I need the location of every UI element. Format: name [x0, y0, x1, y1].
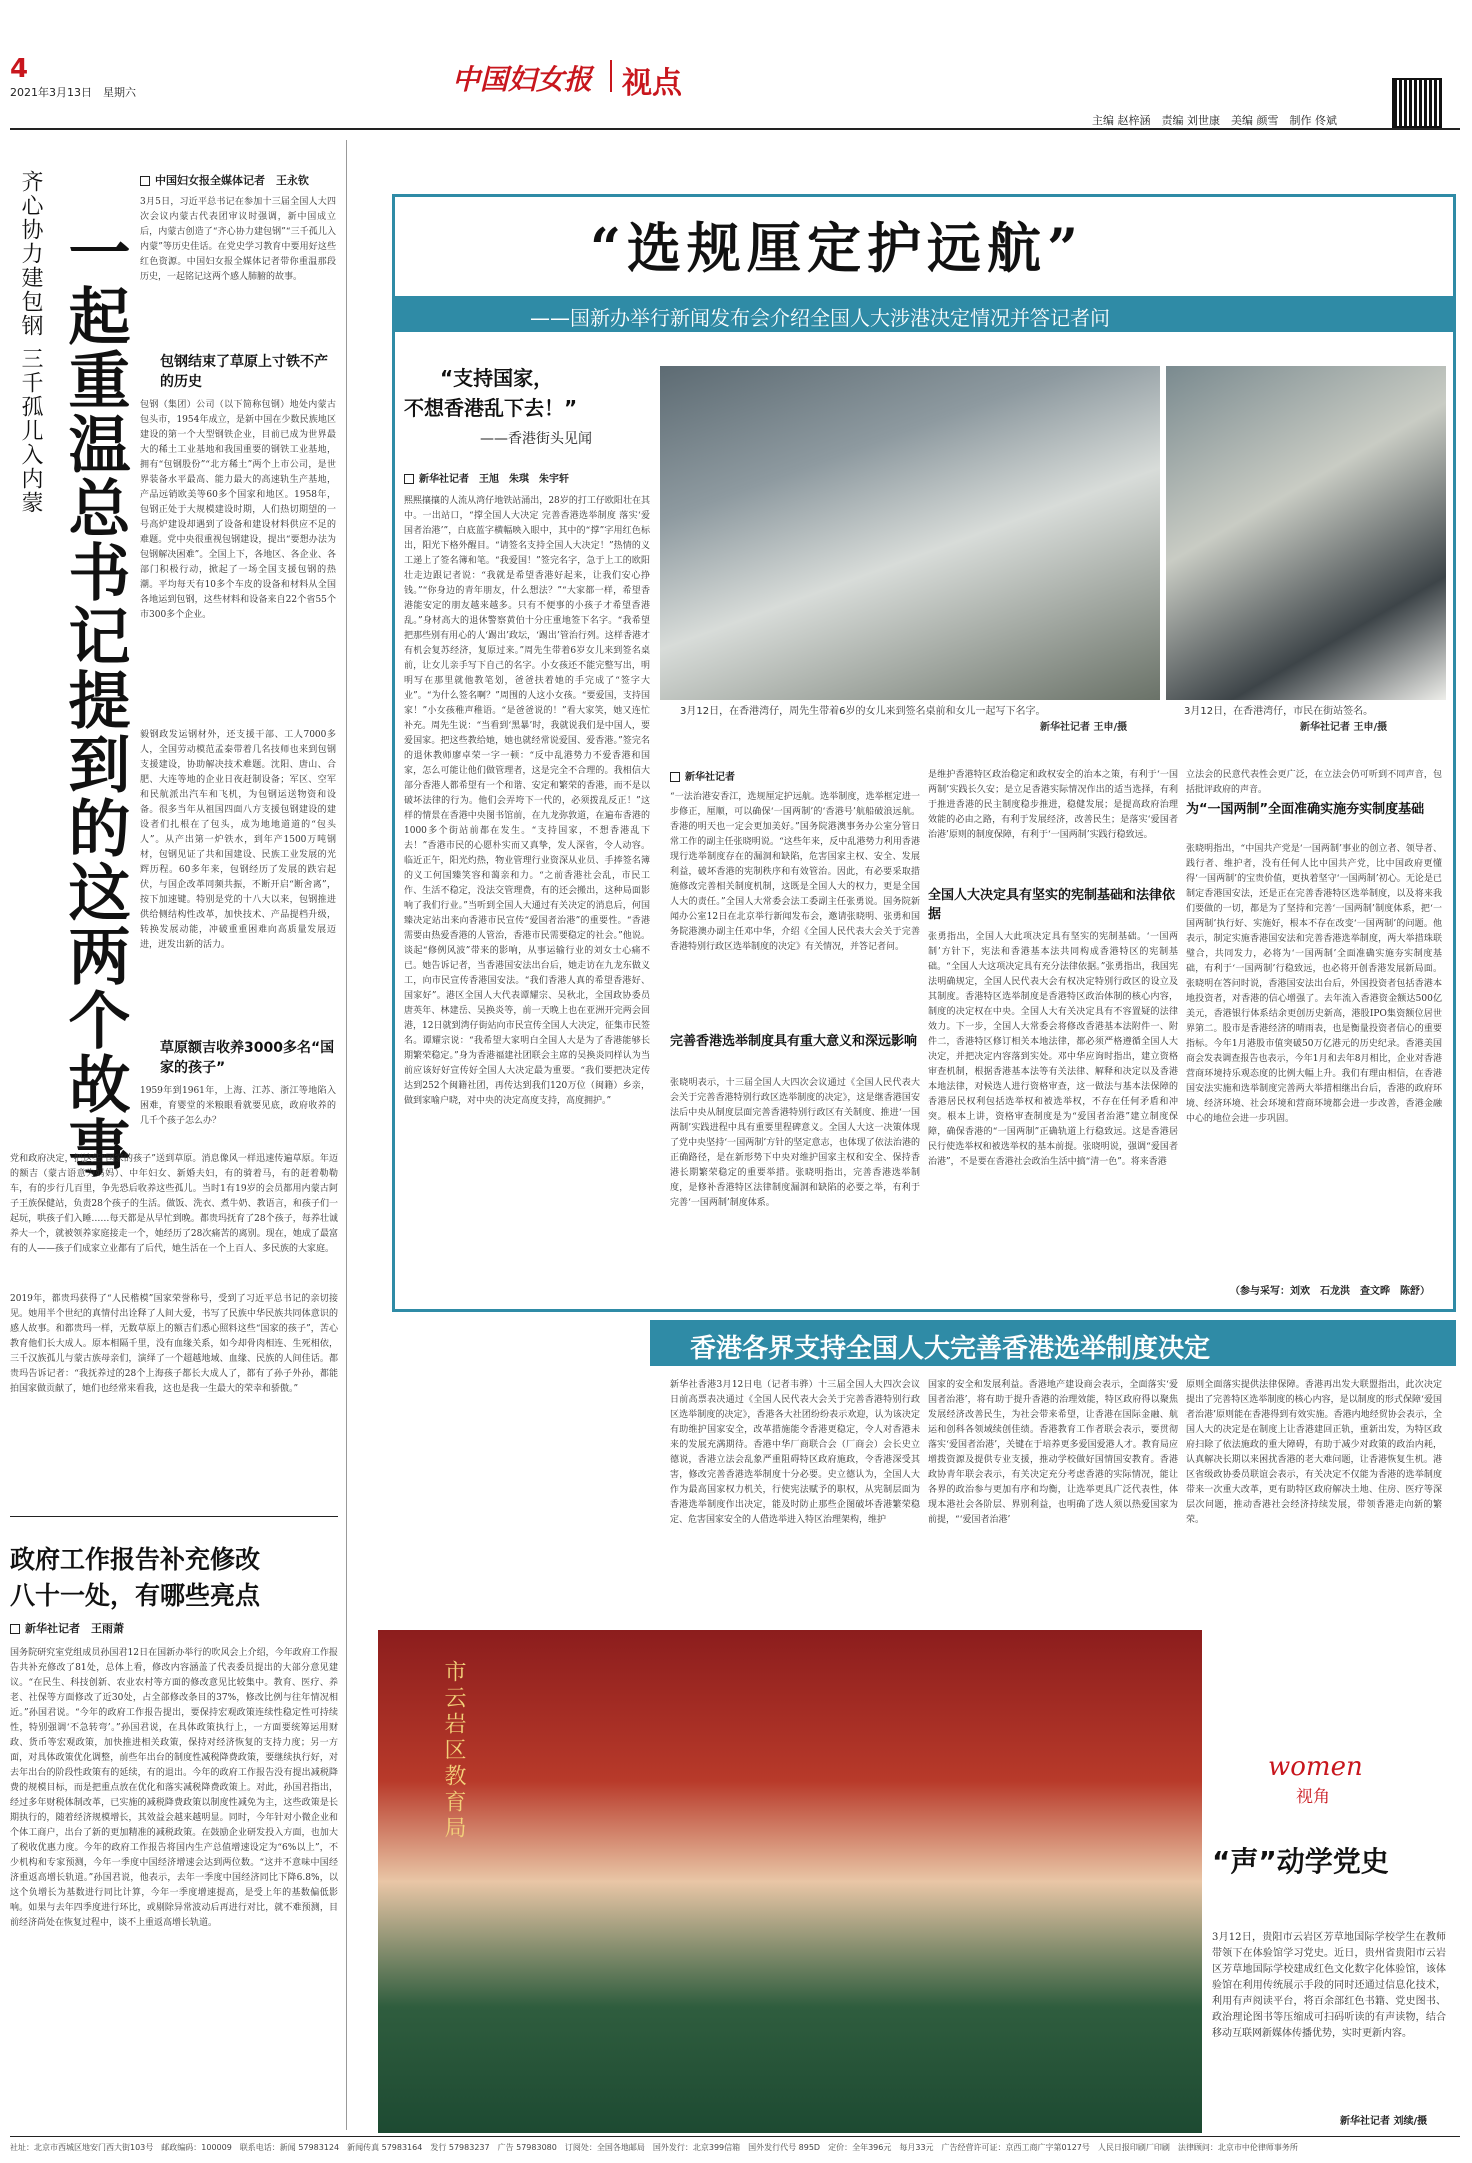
qr-code-icon[interactable]: [1392, 78, 1442, 128]
feature-subtitle: ——国新办举行新闻发布会介绍全国人大涉港决定情况并答记者问: [530, 306, 1110, 330]
footer-info: 社址：北京市西城区地安门西大街103号 邮政编码：100009 联系电话：新闻 57983124 新闻传真 57983164 发行 57983237 广告 57983080 订阅处：全国各地邮局 国外发行：北京399信箱 国外发行代号 895D 定价：全年396元 每月33元 广告经营许可证：京西工商广字第0127号 人民日报印刷厂印刷 法律顾问：北京市中伦律师事务所: [10, 2143, 1298, 2152]
story1-p4: 党和政府决定，把这些“国家的孩子”送到草原。消息像风一样迅速传遍草原。年迈的额吉（蒙古语意为妈妈）、中年妇女、新婚夫妇，有的骑着马，有的赶着勒勒车，有的步行几百里，争先恐后收养这些孤儿。当时1有19岁的会员都用内蒙古阿子王族保健站，负责28个孩子的生活。做饭、洗衣、煮牛奶、教语言，和孩子们一起玩，哄孩子们入睡……每天都是从早忙到晚。都贵玛抚育了28个孩子，每养壮诚养大一个，就被领养家庭接走一个，她经历了28次痛苦的离别。现在，她成了最富有的人——孩子们成家立业都有了后代，她生活在一个上百人、多民族的大家庭。: [10, 1154, 338, 1254]
kicker-vertical: 齐心协力建包钢 三千孤儿入内蒙: [18, 170, 43, 515]
band-col-2: 国家的安全和发展利益。香港地产建设商会表示，全面落实‘爱国者治港’，将有助于提升香港的治理效能，特区政府得以聚焦发展经济改善民生，为社会带来希望，让香港在国际金融、航运和创科各领域续创佳绩。香港教育工作者联会表示，要贯彻落实‘爱国者治港’，关键在于培养更多爱国爱港人才。教育局应增拨资源及提供专业支援，推动学校做好国情国安教育。香港政协青年联会表示，有关决定充分考虑香港的实际情况，能让各界的政治参与更加有序和均衡，让选举更具广泛代表性，体现本港社会各阶层、界别利益，也明确了选人须以热爱国家为前提，“‘爱国者治港’: [928, 1380, 1178, 1525]
story1-p5: 2019年，都贵玛获得了“人民楷模”国家荣誉称号，受到了习近平总书记的亲切接见。她用半个世纪的真情付出诠释了人间大爱，书写了民族中华民族共同体意识的感人故事。和都贵玛一样，无数草原上的额吉们悉心照料这些“国家的孩子”，苦心教育他们长大成人。原本相隔千里，没有血缘关系，如今却骨肉相连、生死相依，三千汉族孤儿与蒙古族母亲们，演绎了一个超越地域、血缘、民族的人间佳话。都贵玛告诉记者：“我抚养过的28个上海孩子都长大成人了，都有了孙子外孙，都能拍国家做贡献了，她们也经常来看我，这也是我一生最大的荣幸和骄傲。”: [10, 1294, 338, 1394]
col-a-subhead: 完善香港选举制度具有重大意义和深远影响: [670, 1034, 918, 1049]
sidebar-body: 熙熙攘攘的人流从湾仔地铁站涌出，28岁的打工仔欧阳壮在其中。一出站口，“撑全国人大决定 完善香港选举制度 落实‘爱国者治港’”，白底蓝字横幅映入眼中，其中的“撑”字用红色标出，阳光下格外醒目。“请签名支持全国人大决定！”热情的义工递上了签名簿和笔。“我爱国！”签完名字，急于上工的欧阳壮走边跟记者说：“我就是希望香港好起来，让我们安心挣钱。”“你身边的青年朋友，什么想法？”“大家都一样，希望香港能安定的朋友越来越多。只有不便事的小孩子才希望香港乱。”身材高大的退休警察黄伯十分庄重地签下名字。“我希望把那些别有用心的人‘踢出’政坛，‘踢出’管治行列。这样香港才有机会复苏经济，复原过来。”周先生带着6岁女儿来到签名桌前，让女儿亲手写下自己的名字。小女孩还不能完整写出，明明写在那里就他教笔划，爸爸扶着她的手完成了“签字大业”。“为什么签名啊？”周围的人这小女孩。“要爱国，支持国家！”小女孩稚声稚语。“是爸爸说的！”看大家笑，她又连忙补充。周先生说：“当看到‘黑暴’时，我就说我们是中国人，要爱国家。把这些教给她，她也就经常说爱国、爱香港。”签完名的退休教师廖卓荣一字一顿：“反中乱港势力不爱香港和国家，怎么可能让他们做管理者，这是完全不合理的。我相信大部分香港人都希望有一个和谐、安定和繁荣的香港，而不是以破坏法律的行为。他们会弄垮下一代的，必须拨乱反正！”这样的情景在香港中央图书馆前，在九龙弥敦道，在遍布香港的1000多个街站前都在发生。“支持国家，不想香港乱下去！”香港市民的心愿朴实而又真挚，发人深省，令人动容。临近正午，阳光灼热，物业管理行业资深从业员、手捧签名簿的义工何国臻笑容和蔼亲和力。“之前香港社会乱，市民工作、生活不稳定，没法交管理费，有的还会搬出，这种局面影响了我们行业。”当听到全国人大通过有关决定的消息后，何国臻决定站出来向香港市民宣传“爱国者治港”的重要性。“香港需要由热爱香港的人管治，香港市民需要稳定的社会。”他说。谈起“修例风波”带来的影响，从事运输行业的刘女士心痛不已。她告诉记者，当香港国安法出台后，她走访在九龙东做义工，向市民宣传香港国安法。“我们香港人真的希望香港好、国家好”。港区全国人大代表谭耀宗、吴秋北，全国政协委员唐英年、林建岳、吴换炎等，前一天晚上也在亚洲开完两会回港，12日就到湾仔街站向市民宣传全国人大决定，征集市民签名。谭耀宗说：“我希望大家明白全国人大是为了香港能够长期繁荣稳定。”身为香港福建社团联会主席的吴换炎同样认为当前应该好好宣传好全国人大决定最为重要。“我们要把决定传达到252个闽籍社团，再传达到我们120万位（闽籍）乡亲，做到家喻户晓，对中央的决定高度支持，高度拥护。”: [404, 496, 650, 1106]
story1-p1: 包钢（集团）公司（以下简称包钢）地处内蒙古包头市，1954年成立，是新中国在少数民族地区建设的第一个大型钢铁企业，目前已成为世界最大的稀土工业基地和我国重要的钢铁工业基地，拥有“包钢股份”“北方稀土”两个上市公司，是世界装备水平最高、能力最大的高速轨生产基地，产品远销欧美等60多个国家和地区。1958年，包钢正处于大规模建设时期，人们热切期望的一号高炉建设却遇到了设备和建设材料供应不足的难题。党中央很重视包钢建设，提出“要想办法为包钢解决困难”。全国上下，各地区、各企业、各部门积极行动，掀起了一场全国支援包钢的热潮。平均每天有10多个车皮的设备和材料从全国各地运到包钢，这些材料和设备来自22个省55个市300多个企业。: [140, 400, 336, 620]
col-b-subhead: 全国人大决定具有坚实的宪制基础和法律依据: [928, 888, 1176, 922]
women-logo-cn: 视角: [1296, 1787, 1330, 1807]
bottom-body: 3月12日，贵阳市云岩区芳草地国际学校学生在教师带领下在体验馆学习党史。近日，贵州省贵阳市云岩区芳草地国际学校建成红色文化数字化体验馆，该体验馆在利用传统展示手段的同时还通过信息化技术，利用有声阅读平台，将百余部红色书籍、党史图书、政治理论图书等压缩成可扫码听读的有声读物，结合移动互联网新媒体传播优势，实时更新内容。: [1212, 1932, 1446, 2039]
col-b-p1: 是维护香港特区政治稳定和政权安全的治本之策，有利于‘一国两制’实践长久安；是立足香港实际情况作出的适当选择，有利于推进香港的民主制度稳步推进，稳健发展；是提高政府治理效能的必由之路，有利于发展经济，改善民生；是落实‘爱国者治港’原则的制度保障，有利于‘一国两制’实践行稳致远。: [928, 770, 1178, 840]
story2-title-line1: 政府工作报告补充修改: [10, 1545, 261, 1574]
story1-sub1: 包钢结束了草原上寸铁不产的历史: [160, 354, 328, 390]
story1-p2: 毅钢政发运钢材外，还支援干部、工人7000多人，全国劳动模范孟泰带着几名技师也来到包钢支援建设，协助解决技术难题。沈阳、唐山、合肥、大连等地的企业日夜赶制设备；军区、空军和民航派出汽车和飞机，为包钢运送物资和设备。很多当年从祖国四面八方支援包钢建设的建设者们扎根在了包头，成为地地道道的“包头人”。从产出第一炉铁水，到年产1500万吨钢材，包钢见证了共和国建设、民族工业发展的光辉历程。60多年来，包钢经历了发展的跌宕起伏，与国企改革同频共振，不断开启“断舍离”，按下加速键。特别是党的十八大以来，包钢推进供给侧结构性改革，加快技术、产品提档升级，转换发展动能，冲破重重困难向高质量发展迈进，迸发出新的活力。: [140, 730, 336, 950]
photo2-caption: 3月12日，在香港湾仔，市民在街站签名。: [1184, 706, 1374, 717]
photo-hk-girl-signing: [660, 366, 1160, 700]
story2-body: 国务院研究室党组成员孙国君12日在国新办举行的吹风会上介绍，今年政府工作报告共补充修改了81处，总体上看，修改内容涵盖了代表委员提出的大部分意见建议。“在民生、科技创新、农业农村等方面的修改意见比较集中。教育、医疗、养老、社保等方面修改了近30处，占全部修改条目的37%，修改比例与往年情况相近。”孙国君说。“今年的政府工作报告提出，要保持宏观政策连续性稳定性可持续性，特别强调‘不急转弯’。”孙国君说，在具体政策执行上，一方面要统筹运用财政、货币等宏观政策，加快推进相关政策，保持对经济恢复的支持力度；另一方面，对具体政策优化调整，前些年出台的制度性减税降费政策，要继续执行好，对去年出台的阶段性政策有的延续，有的退出。今年的政府工作报告没有提出减税降费的规模目标，而是把重点放在优化和落实减税降费政策上。对此，孙国君指出，经过多年财税体制改革，已实施的减税降费政策以制度性减免为主，这些政策是长期执行的，随着经济规模增长，其效益会越来越明显。同时，今年针对小微企业和个体工商户，出台了新的更加精准的减税政策。在鼓励企业研发投入方面，也加大了税收优惠力度。今年的政府工作报告将国内生产总值增速设定为“6%以上”，不少机构和专家预测，今年一季度中国经济增速会达到两位数。“这并不意味中国经济重返高增长轨道。”孙国君说，他表示，去年一季度中国经济同比下降6.8%，以这个负增长为基数进行同比计算，今年一季度增速提高，是受上年的基数偏低影响。如果与去年四季度进行环比，或剔除异常波动后再进行对比，就不难预测，目前经济尚处在恢复过程中，谈不上重返高增长轨道。: [10, 1648, 338, 1928]
col-a-byline: 新华社记者: [670, 768, 735, 783]
col-b-p2: 张勇指出，全国人大此项决定具有坚实的宪制基础。‘一国两制’方针下，宪法和香港基本法共同构成香港特区的宪制基础。“全国人大这项决定具有充分法律依据。”张勇指出，我国宪法明确规定，全国人民代表大会有权决定特别行政区的设立及其制度。香港特区选举制度是香港特区政治体制的核心内容，制度的决定权在中央。全国人大有关决定具有不容置疑的法律效力。下一步，全国人大常委会将修改香港基本法附件一、附件二，香港特区修订相关本地法律，都必须严格遵循全国人大决定，并把决定内容落到实处。邓中华应询时指出，建立资格审查机制，根据香港基本法等有关法律、解释和决定以及香港本地法律，对候选人进行资格审查，这一做法与基本法保障的香港居民权利包括选举权和被选举权，不存在任何矛盾和冲突。根本上讲，资格审查制度是为“爱国者治港”建立制度保障，确保香港的“一国两制”正确轨道上行稳致远。这是香港居民行使选举权和被选举权的基本前提。张晓明说，强调“爱国者治港”，不是要在香港社会政治生活中搞“清一色”。将来香港: [928, 932, 1178, 1167]
story1-intro: 3月5日，习近平总书记在参加十三届全国人大四次会议内蒙古代表团审议时强调，新中国成立后，内蒙古创造了“齐心协力建包钢”“三千孤儿入内蒙”等历史佳话。在党史学习教育中要用好这些红色资源。中国妇女报全媒体记者带你重温那段历史，一起铭记这两个感人肺腑的故事。: [140, 197, 336, 282]
col-c-subhead: 为“一国两制”全面准确实施夯实制度基础: [1186, 802, 1425, 817]
sidebar-quote-1: “支持国家，: [440, 366, 554, 390]
story2-title-line2: 八十一处，有哪些亮点: [10, 1581, 261, 1610]
sidebar-byline: 新华社记者 王旭 朱琪 朱宇轩: [404, 470, 569, 485]
photo2-credit: 新华社记者 王申/摄: [1300, 722, 1388, 733]
col-a-p1: “一法治港安香江，选规厘定护远航。选举制度，选举框定进一步修正，厘顺，可以确保‘一国两制’的‘香港号’航船破浪远航。香港的明天也一定会更加美好。”国务院港澳事务办公室分管日常工作的副主任张晓明说。“这些年来，反中乱港势力利用香港现行选举制度存在的漏洞和缺陷，危害国家主权、安全、发展利益，破坏香港的宪制秩序和有效管治。因此，有必要采取措施修改完善相关制度机制，这既是全国人大的权力，更是全国人大的责任。”全国人大常委会法工委副主任张勇说。国务院新闻办公室12日在北京举行新闻发布会，邀请张晓明、张勇和国务院港澳办副主任邓中华，介绍《全国人民代表大会关于完善香港特别行政区选举制度的决定》有关情况，并答记者问。: [670, 792, 920, 952]
issue-date: 2021年3月13日 星期六: [10, 86, 136, 99]
headline-vertical: 一起重温总书记提到的这两个故事: [58, 220, 131, 1180]
band-headline: 香港各界支持全国人大完善香港选举制度决定: [690, 1334, 1211, 1364]
col-a-p2: 张晓明表示，十三届全国人大四次会议通过《全国人民代表大会关于完善香港特别行政区选举制度的决定》，这是继香港国安法后中央从制度层面完善香港特别行政区有关制度、推进‘一国两制’实践进程中具有重要里程碑意义。全国人大这一决策体现了党中央坚持‘一国两制’方针的坚定意志，也体现了依法治港的正确路径，是在新形势下中央对维护国家主权和安全、保持香港长期繁荣稳定的重要举措。张晓明指出，完善香港选举制度，是修补香港特区法律制度漏洞和缺陷的必要之举，有利于完善‘一国两制’制度体系。: [670, 1078, 920, 1208]
page-number: 4: [10, 54, 29, 84]
story1-byline: 中国妇女报全媒体记者 王永钦: [140, 172, 309, 188]
band-col-3: 原则全面落实提供法律保障。香港再出发大联盟指出，此次决定提出了完善特区选举制度的核心内容，是以制度的形式保障‘爱国者治港’原则能在香港得到有效实施。香港内地经贸协会表示，全国人大的决定是在制度上让香港建回正轨，重新出发，为特区政府扫除了依法施政的重大障碍，有助于减少对政策的政治内耗，认真解决长期以来困扰香港的老大难问题，让香港恢复生机。港区省级政协委员联谊会表示，有关决定不仅能为香港的选举制度带来一次重大改革，更有助特区政府解决土地、住房、医疗等深层次问题，推动香港社会经济持续发展，带领香港走向新的繁荣。: [1186, 1380, 1442, 1525]
feature-title: “选规厘定护远航”: [590, 216, 1085, 280]
band-col-1: 新华社香港3月12日电（记者韦骅）十三届全国人大四次会议日前高票表决通过《全国人民代表大会关于完善香港特别行政区选举制度的决定》，香港各大社团纷纷表示欢迎，认为该决定有助维护国家安全，改革措施能令香港更稳定，令人对香港未来的发展充满期待。香港中华厂商联合会（厂商会）会长史立德说，香港立法会乱象严重阻碍特区政府施政，令香港深受其害，修改完善香港选举制度十分必要。史立德认为，全国人大作为最高国家权力机关，行使宪法赋予的职权，从宪制层面为香港选举制度作出决定，能及时防止那些企图破坏香港繁荣稳定、危害国家安全的人借选举进入特区治理架构，维护: [670, 1380, 920, 1525]
col-c-p2: 张晓明指出，“中国共产党是‘一国两制’事业的创立者、领导者、践行者、维护者，没有任何人比中国共产党，比中国政府更懂得‘一国两制’的宝贵价值，更执着坚守‘一国两制’初心。无论是已制定香港国安法，还是正在完善香港特区选举制度，以及将来我们要做的一切，都是为了坚持和完善‘一国两制’制度体系，把‘一国两制’执行好、实施好，根本不存在改变‘一国两制’的问题。他表示，制定实施香港国安法和完善香港选举制度，两大举措珠联璧合，共同发力，必将为‘一国两制’全面准确实施夯实制度基础，有利于‘一国两制’行稳致远，也必将开创香港发展新局面。张晓明在答问时说，香港国安法出台后，外国投资者包括香港本地投资者，对香港的信心增强了。去年流入香港资金额达500亿美元，香港银行体系结余更创历史新高，港股IPO集资额位居世界第二。股市是香港经济的晴雨表，也是衡量投资者信心的重要指标。今年1月港股市值突破50万亿港元的历史纪录。香港美国商会发表调查报告也表示，今年1月和去年8月相比，企业对香港营商环境持乐观态度的比例大幅上升。我们有理由相信，在香港国安法实施和选举制度完善两大举措相继出台后，香港的政府环境、经济环境、社会环境和营商环境都会进一步改善，香港金融中心的地位会进一步巩固。: [1186, 844, 1442, 1124]
paper-logo: 中国妇女报: [452, 63, 593, 96]
women-logo-en: women: [1268, 1752, 1363, 1782]
photo1-credit: 新华社记者 王申/摄: [1040, 722, 1128, 733]
photo1-caption: 3月12日，在香港湾仔，周先生带着6岁的女儿来到签名桌前和女儿一起写下名字。: [680, 706, 1046, 717]
story1-sub2: 草原额吉收养3000多名“国家的孩子”: [160, 1040, 335, 1076]
sidebar-quote-2: 不想香港乱下去！”: [404, 396, 578, 420]
col-c-p1: 立法会的民意代表性会更广泛，在立法会仍可听到不同声音，包括批评政府的声音。: [1186, 770, 1442, 795]
staff-credits: 主编 赵梓涵 责编 刘世康 美编 颜雪 制作 佟斌: [1092, 114, 1337, 127]
col-c-contributors: （参与采写：刘欢 石龙洪 查文晔 陈舒）: [1230, 1286, 1430, 1297]
story2-byline: 新华社记者 王雨萧: [10, 1620, 124, 1636]
sidebar-quote-source: ——香港街头见闻: [480, 431, 592, 447]
photo-students-learning-party-history: [378, 1630, 1202, 2133]
bottom-title: “声”动学党史: [1212, 1845, 1389, 1878]
bottom-credit: 新华社记者 刘续/摄: [1340, 2116, 1428, 2127]
story1-p3: 1959年到1961年，上海、江苏、浙江等地陷入困难，育婴堂的米粮眼看就要见底，政府收养的几千个孩子怎么办？: [140, 1086, 336, 1126]
photo-hk-citizen-signing: [1166, 366, 1446, 700]
section-title: 视点: [622, 66, 682, 101]
photo-sign-text: 市云岩区教育局: [441, 1660, 466, 1842]
